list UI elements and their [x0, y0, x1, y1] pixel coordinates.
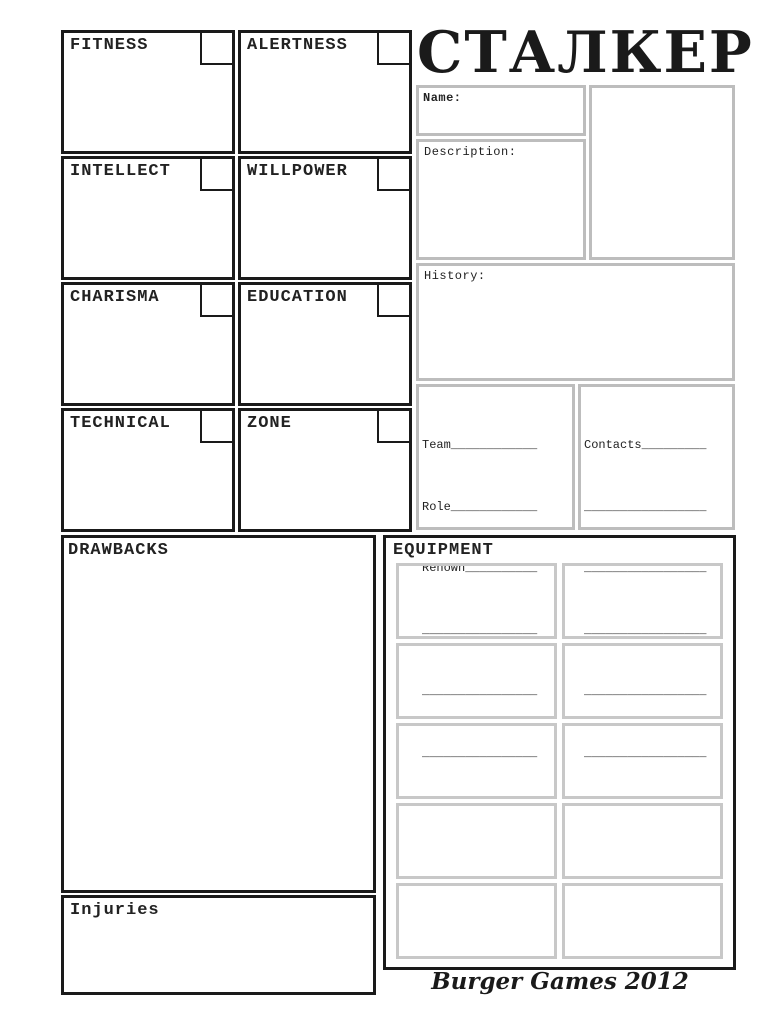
injuries-label: Injuries [70, 901, 160, 920]
drawbacks-box[interactable] [61, 535, 376, 893]
attribute-box-alertness [238, 30, 412, 154]
blank-line: ________________ [422, 622, 538, 637]
attribute-box-willpower [238, 156, 412, 280]
injuries-box[interactable] [61, 895, 376, 995]
attribute-score-field[interactable] [200, 408, 235, 443]
equipment-slot[interactable] [562, 643, 723, 719]
renown-line: Renown__________ [422, 561, 538, 575]
name-field[interactable] [416, 85, 586, 136]
attribute-score-field[interactable] [377, 408, 412, 443]
contacts-box[interactable] [578, 384, 735, 760]
blank-line: ________________ [422, 745, 538, 760]
attribute-score-field[interactable] [200, 30, 235, 65]
attribute-box-technical [61, 408, 235, 532]
equipment-label: EQUIPMENT [393, 541, 494, 560]
publisher-footer: Burger Games 2012 [431, 968, 689, 995]
attribute-box-fitness [61, 30, 235, 154]
blank-line: _________________ [584, 561, 707, 575]
equipment-slot[interactable] [562, 723, 723, 799]
contacts-line: Contacts_________ [584, 438, 707, 452]
equipment-slot[interactable] [396, 563, 557, 639]
attribute-score-field[interactable] [377, 156, 412, 191]
equipment-slot[interactable] [396, 883, 557, 959]
attribute-box-education [238, 282, 412, 406]
attribute-label: TECHNICAL [70, 414, 171, 433]
drawbacks-label: DRAWBACKS [68, 541, 169, 560]
role-line: Role____________ [422, 499, 538, 514]
blank-line: _________________ [584, 745, 707, 760]
blank-line: _________________ [584, 499, 707, 514]
attribute-label: ALERTNESS [247, 36, 348, 55]
history-field[interactable] [416, 263, 735, 381]
equipment-slot[interactable] [562, 563, 723, 639]
sheet-title: СТАЛКЕР [417, 19, 754, 86]
attribute-label: CHARISMA [70, 288, 160, 307]
blank-line: _________________ [584, 622, 707, 637]
blank-line: ________________ [422, 684, 538, 698]
attribute-score-field[interactable] [377, 282, 412, 317]
equipment-slot[interactable] [562, 803, 723, 879]
equipment-slot[interactable] [396, 803, 557, 879]
attribute-box-charisma [61, 282, 235, 406]
attribute-label: INTELLECT [70, 162, 171, 181]
attribute-score-field[interactable] [377, 30, 412, 65]
attribute-label: WILLPOWER [247, 162, 348, 181]
attribute-box-zone [238, 408, 412, 532]
team-line: Team____________ [422, 438, 538, 452]
portrait-frame[interactable] [589, 85, 735, 260]
equipment-slot[interactable] [396, 723, 557, 799]
attribute-score-field[interactable] [200, 156, 235, 191]
attribute-label: EDUCATION [247, 288, 348, 307]
history-label: History: [424, 269, 486, 283]
attribute-label: FITNESS [70, 36, 149, 55]
name-label: Name: [423, 91, 462, 105]
equipment-slot[interactable] [562, 883, 723, 959]
attribute-box-intellect [61, 156, 235, 280]
blank-line: _________________ [584, 684, 707, 698]
description-field[interactable] [416, 139, 586, 260]
equipment-slot[interactable] [396, 643, 557, 719]
attribute-score-field[interactable] [200, 282, 235, 317]
description-label: Description: [424, 145, 517, 159]
attribute-label: ZONE [247, 414, 292, 433]
